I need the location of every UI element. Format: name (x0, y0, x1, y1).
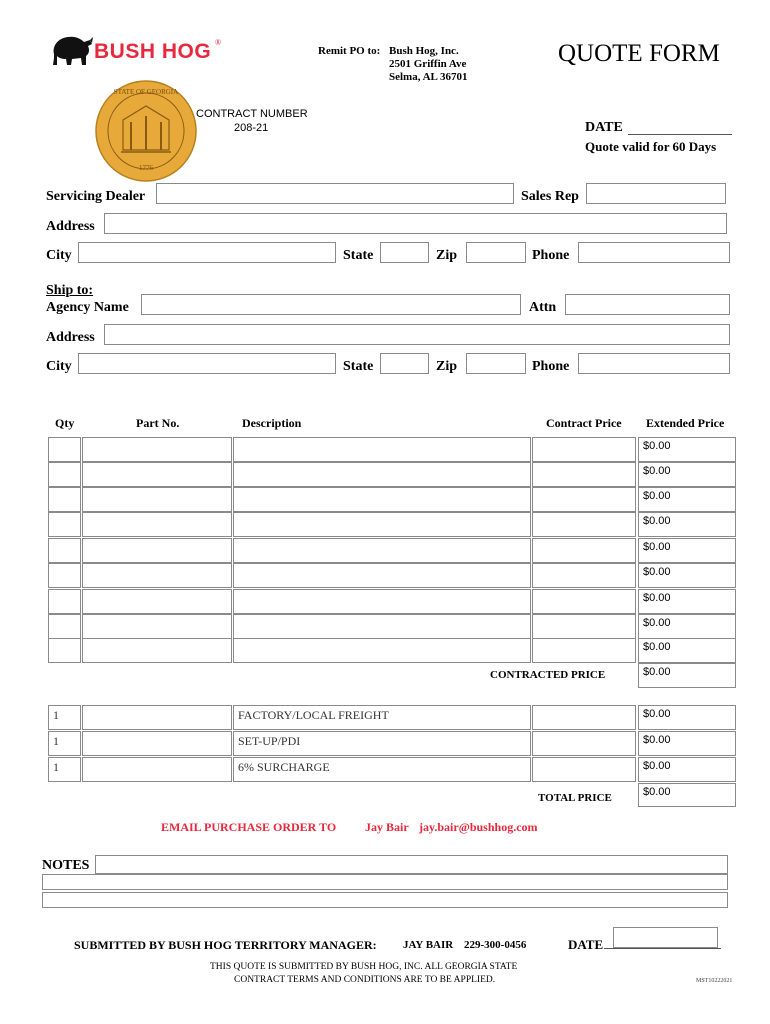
contract-price-cell[interactable] (532, 638, 636, 663)
servicing-dealer-field[interactable] (156, 183, 514, 204)
registered-mark: ® (215, 38, 222, 47)
extra-contract-price-cell[interactable] (532, 705, 636, 730)
form-code: MST10222021 (696, 978, 733, 984)
qty-cell[interactable] (48, 638, 81, 663)
extra-qty-cell[interactable]: 1 (48, 705, 81, 730)
dealer-zip-label: Zip (436, 248, 458, 263)
extra-extended-price-cell[interactable]: $0.00 (638, 731, 736, 756)
part-no-cell[interactable] (82, 437, 232, 462)
part-no-cell[interactable] (82, 638, 232, 663)
extended-price-cell[interactable]: $0.00 (638, 563, 736, 588)
contract-price-cell[interactable] (532, 563, 636, 588)
contracted-price-label: CONTRACTED PRICE (490, 669, 606, 681)
agency-name-label: Agency Name (46, 300, 129, 315)
submitted-date-label: DATE (568, 937, 604, 952)
description-cell[interactable] (233, 614, 531, 639)
description-cell[interactable] (233, 589, 531, 614)
dealer-state-field[interactable] (380, 242, 429, 263)
ship-address-label: Address (46, 330, 95, 345)
extra-description-cell[interactable]: 6% SURCHARGE (233, 757, 531, 782)
description-cell[interactable] (233, 487, 531, 512)
servicing-dealer-label: Servicing Dealer (46, 189, 146, 204)
extended-price-cell[interactable]: $0.00 (638, 512, 736, 537)
header-contract-price: Contract Price (546, 416, 622, 430)
qty-cell[interactable] (48, 437, 81, 462)
contract-price-cell[interactable] (532, 487, 636, 512)
qty-cell[interactable] (48, 589, 81, 614)
email-contact-name: Jay Bair (365, 820, 409, 834)
extra-extended-price-cell[interactable]: $0.00 (638, 705, 736, 730)
extra-part-no-cell[interactable] (82, 731, 232, 756)
notes-field-1[interactable] (95, 855, 728, 874)
extended-price-cell[interactable]: $0.00 (638, 614, 736, 639)
dealer-city-field[interactable] (78, 242, 336, 263)
qty-cell[interactable] (48, 614, 81, 639)
email-address-link[interactable]: jay.bair@bushhog.com (419, 820, 538, 834)
part-no-cell[interactable] (82, 563, 232, 588)
contract-price-cell[interactable] (532, 614, 636, 639)
seal-top-text: STATE OF GEORGIA (113, 88, 179, 96)
ship-state-label: State (343, 359, 374, 374)
contract-price-cell[interactable] (532, 437, 636, 462)
dealer-state-label: State (343, 248, 374, 263)
ship-zip-field[interactable] (466, 353, 526, 374)
extra-contract-price-cell[interactable] (532, 757, 636, 782)
part-no-cell[interactable] (82, 538, 232, 563)
contracted-price-field[interactable]: $0.00 (638, 663, 736, 688)
qty-cell[interactable] (48, 538, 81, 563)
header-description: Description (242, 416, 302, 430)
footer-line-2: CONTRACT TERMS AND CONDITIONS ARE TO BE APPLIED. (234, 975, 496, 985)
description-cell[interactable] (233, 512, 531, 537)
bush-hog-logo (50, 32, 225, 72)
part-no-cell[interactable] (82, 512, 232, 537)
seal-bottom-text: 1776 (139, 164, 153, 172)
header-qty: Qty (55, 416, 75, 430)
sales-rep-label: Sales Rep (521, 189, 579, 204)
extra-description-cell[interactable]: FACTORY/LOCAL FREIGHT (233, 705, 531, 730)
remit-line1: Bush Hog, Inc. (389, 45, 459, 57)
contract-price-cell[interactable] (532, 462, 636, 487)
logo-wordmark: BUSH HOG (94, 40, 212, 63)
ship-state-field[interactable] (380, 353, 429, 374)
extended-price-cell[interactable]: $0.00 (638, 538, 736, 563)
description-cell[interactable] (233, 437, 531, 462)
submitted-by-name: JAY BAIR (403, 939, 454, 951)
header-extended-price: Extended Price (646, 416, 725, 430)
ship-phone-label: Phone (532, 359, 570, 374)
notes-label: NOTES (42, 858, 90, 873)
extra-part-no-cell[interactable] (82, 705, 232, 730)
sales-rep-field[interactable] (586, 183, 726, 204)
dealer-zip-field[interactable] (466, 242, 526, 263)
dealer-phone-field[interactable] (578, 242, 730, 263)
qty-cell[interactable] (48, 512, 81, 537)
page-title: QUOTE FORM (558, 40, 720, 67)
part-no-cell[interactable] (82, 614, 232, 639)
extended-price-cell[interactable]: $0.00 (638, 462, 736, 487)
email-po-label: EMAIL PURCHASE ORDER TO (161, 820, 337, 834)
header-part-no: Part No. (136, 416, 180, 430)
extended-price-cell[interactable]: $0.00 (638, 589, 736, 614)
attn-label: Attn (529, 300, 557, 315)
attn-field[interactable] (565, 294, 730, 315)
extra-contract-price-cell[interactable] (532, 731, 636, 756)
extra-qty-cell[interactable]: 1 (48, 731, 81, 756)
total-price-field[interactable]: $0.00 (638, 783, 736, 807)
extra-description-cell[interactable]: SET-UP/PDI (233, 731, 531, 756)
description-cell[interactable] (233, 538, 531, 563)
extra-extended-price-cell[interactable]: $0.00 (638, 757, 736, 782)
extra-part-no-cell[interactable] (82, 757, 232, 782)
date-label: DATE (585, 120, 623, 135)
part-no-cell[interactable] (82, 487, 232, 512)
description-cell[interactable] (233, 462, 531, 487)
part-no-cell[interactable] (82, 462, 232, 487)
ship-address-field[interactable] (104, 324, 730, 345)
submitted-by-phone: 229-300-0456 (464, 939, 527, 951)
dealer-city-label: City (46, 248, 72, 263)
extended-price-cell[interactable]: $0.00 (638, 487, 736, 512)
submitted-by-label: SUBMITTED BY BUSH HOG TERRITORY MANAGER: (74, 938, 377, 952)
submitted-date-underline (604, 929, 721, 949)
qty-cell[interactable] (48, 462, 81, 487)
dealer-address-field[interactable] (104, 213, 727, 234)
description-cell[interactable] (233, 638, 531, 663)
ship-zip-label: Zip (436, 359, 458, 374)
contract-number: 208-21 (234, 122, 269, 134)
part-no-cell[interactable] (82, 589, 232, 614)
ship-phone-field[interactable] (578, 353, 730, 374)
quote-valid-text: Quote valid for 60 Days (585, 139, 717, 154)
contract-label: CONTRACT NUMBER (196, 108, 308, 120)
dealer-address-label: Address (46, 219, 95, 234)
dealer-phone-label: Phone (532, 248, 570, 263)
remit-label: Remit PO to: (318, 45, 381, 57)
extra-qty-cell[interactable]: 1 (48, 757, 81, 782)
notes-field-3[interactable] (42, 892, 728, 908)
contract-price-cell[interactable] (532, 589, 636, 614)
date-field[interactable] (628, 118, 732, 135)
contract-price-cell[interactable] (532, 512, 636, 537)
qty-cell[interactable] (48, 487, 81, 512)
footer-line-1: THIS QUOTE IS SUBMITTED BY BUSH HOG, INC. ALL GEORGIA STATE (210, 962, 518, 972)
remit-line3: Selma, AL 36701 (389, 71, 468, 83)
contract-price-cell[interactable] (532, 538, 636, 563)
ship-city-label: City (46, 359, 72, 374)
state-seal (95, 80, 197, 182)
description-cell[interactable] (233, 563, 531, 588)
agency-name-field[interactable] (141, 294, 521, 315)
remit-line2: 2501 Griffin Ave (389, 58, 467, 70)
notes-field-2[interactable] (42, 874, 728, 890)
total-price-label: TOTAL PRICE (538, 792, 612, 804)
ship-city-field[interactable] (78, 353, 336, 374)
hog-icon (50, 32, 94, 70)
extended-price-cell[interactable]: $0.00 (638, 437, 736, 462)
ship-to-heading: Ship to: (46, 283, 94, 298)
extended-price-cell[interactable]: $0.00 (638, 638, 736, 663)
qty-cell[interactable] (48, 563, 81, 588)
